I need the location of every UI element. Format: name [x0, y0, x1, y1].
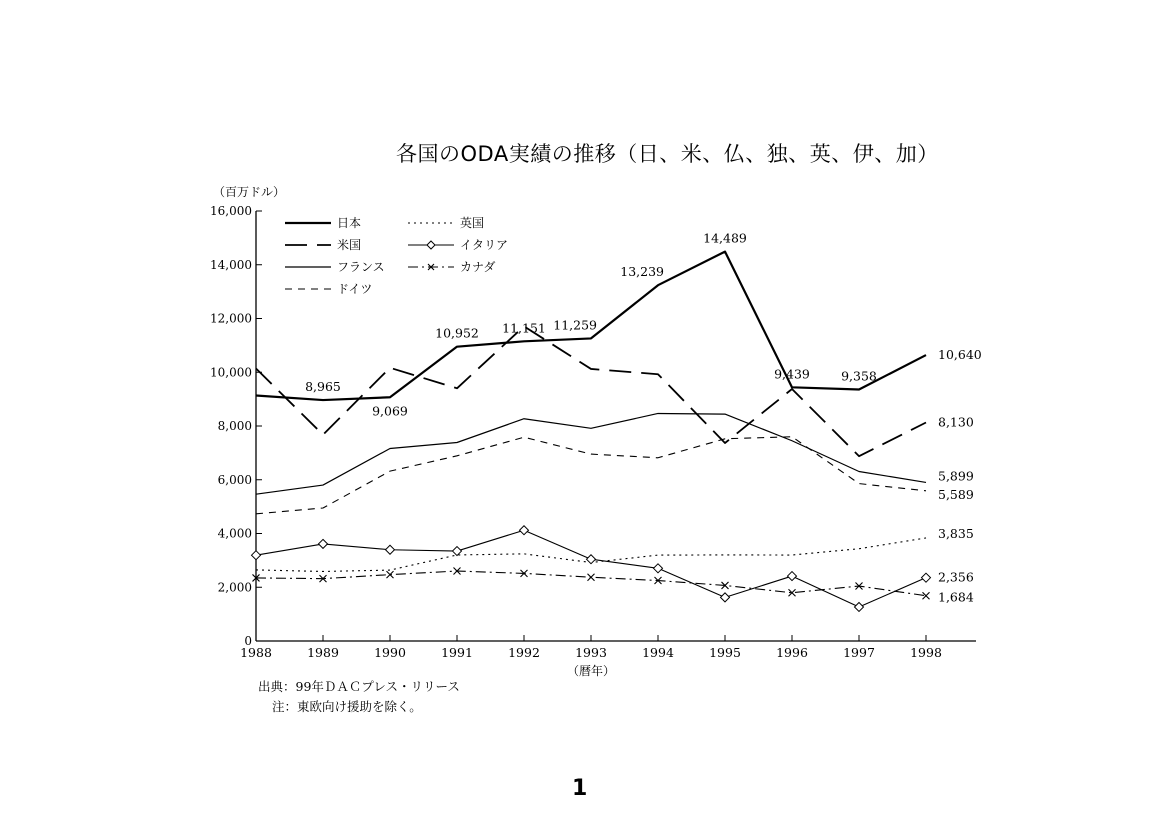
x-axis-label: （暦年） — [566, 664, 616, 678]
data-label: 9,439 — [774, 366, 810, 382]
legend-label: イタリア — [460, 238, 509, 252]
x-tick-label: 1998 — [910, 645, 942, 660]
data-label: 11,151 — [502, 320, 546, 336]
legend-label: フランス — [337, 260, 385, 274]
footnote: 注：東欧向け援助を除く。 — [272, 699, 422, 714]
x-tick-label: 1992 — [508, 645, 540, 660]
data-labels — [305, 231, 982, 605]
data-label: 9,069 — [372, 403, 408, 419]
chart-legend — [285, 215, 508, 296]
y-tick-label: 2,000 — [217, 580, 252, 595]
y-tick-label: 6,000 — [217, 472, 252, 487]
y-tick-label: 0 — [244, 634, 252, 648]
series-line-ドイツ — [256, 437, 926, 514]
data-label: 13,239 — [620, 264, 664, 280]
legend-label: 日本 — [337, 216, 362, 230]
data-label: 9,358 — [841, 368, 877, 384]
data-label: 5,899 — [938, 468, 974, 484]
diamond-marker — [520, 526, 529, 535]
x-tick-label: 1988 — [240, 645, 272, 660]
source-note: 出典：99年ＤＡＣプレス・リリース — [258, 679, 460, 694]
x-tick-label: 1989 — [307, 645, 339, 660]
diamond-marker — [319, 539, 328, 548]
data-label: 11,259 — [553, 317, 597, 333]
diamond-marker — [252, 551, 261, 560]
y-tick-label: 14,000 — [210, 257, 252, 272]
y-tick-label: 10,000 — [210, 365, 252, 380]
series-markers — [252, 526, 931, 612]
page-number: 1 — [572, 776, 588, 801]
y-tick-label: 16,000 — [210, 204, 252, 218]
data-label: 5,589 — [938, 486, 974, 502]
series-line-イタリア — [256, 530, 926, 607]
legend-label: カナダ — [460, 260, 496, 274]
diamond-marker — [855, 602, 864, 611]
diamond-marker — [788, 572, 797, 581]
data-label: 14,489 — [703, 230, 747, 246]
y-tick-label: 8,000 — [217, 419, 252, 433]
legend-label: 英国 — [460, 216, 485, 230]
y-axis-unit-label: （百万ドル） — [213, 185, 286, 199]
y-tick-label: 4,000 — [217, 526, 252, 541]
diamond-marker — [587, 555, 596, 564]
x-tick-label: 1990 — [374, 645, 406, 660]
x-tick-label: 1995 — [709, 645, 741, 660]
diamond-marker — [453, 547, 462, 556]
diamond-marker — [386, 545, 395, 554]
data-label: 3,835 — [938, 525, 974, 541]
legend-diamond-marker — [427, 241, 435, 249]
data-label: 8,130 — [938, 414, 974, 430]
series-lines — [256, 252, 926, 607]
data-label: 1,684 — [938, 589, 974, 605]
series-line-米国 — [256, 326, 926, 456]
data-label: 10,952 — [435, 325, 479, 341]
diamond-marker — [922, 573, 931, 582]
y-tick-label: 12,000 — [210, 311, 252, 326]
data-label: 2,356 — [938, 569, 974, 585]
diamond-marker — [654, 564, 663, 573]
cross-marker — [387, 571, 394, 578]
cross-marker — [588, 574, 595, 581]
legend-label: ドイツ — [337, 282, 373, 296]
data-label: 10,640 — [938, 347, 982, 363]
x-tick-label: 1991 — [441, 645, 473, 660]
diamond-marker — [721, 593, 730, 602]
x-tick-label: 1993 — [575, 645, 607, 660]
x-tick-label: 1996 — [776, 645, 808, 660]
data-label: 8,965 — [305, 379, 341, 395]
x-tick-label: 1997 — [843, 645, 875, 660]
legend-label: 米国 — [337, 238, 362, 252]
x-tick-label: 1994 — [642, 645, 674, 660]
chart-title: 各国のODA実績の推移（日、米、仏、独、英、伊、加） — [396, 142, 939, 166]
